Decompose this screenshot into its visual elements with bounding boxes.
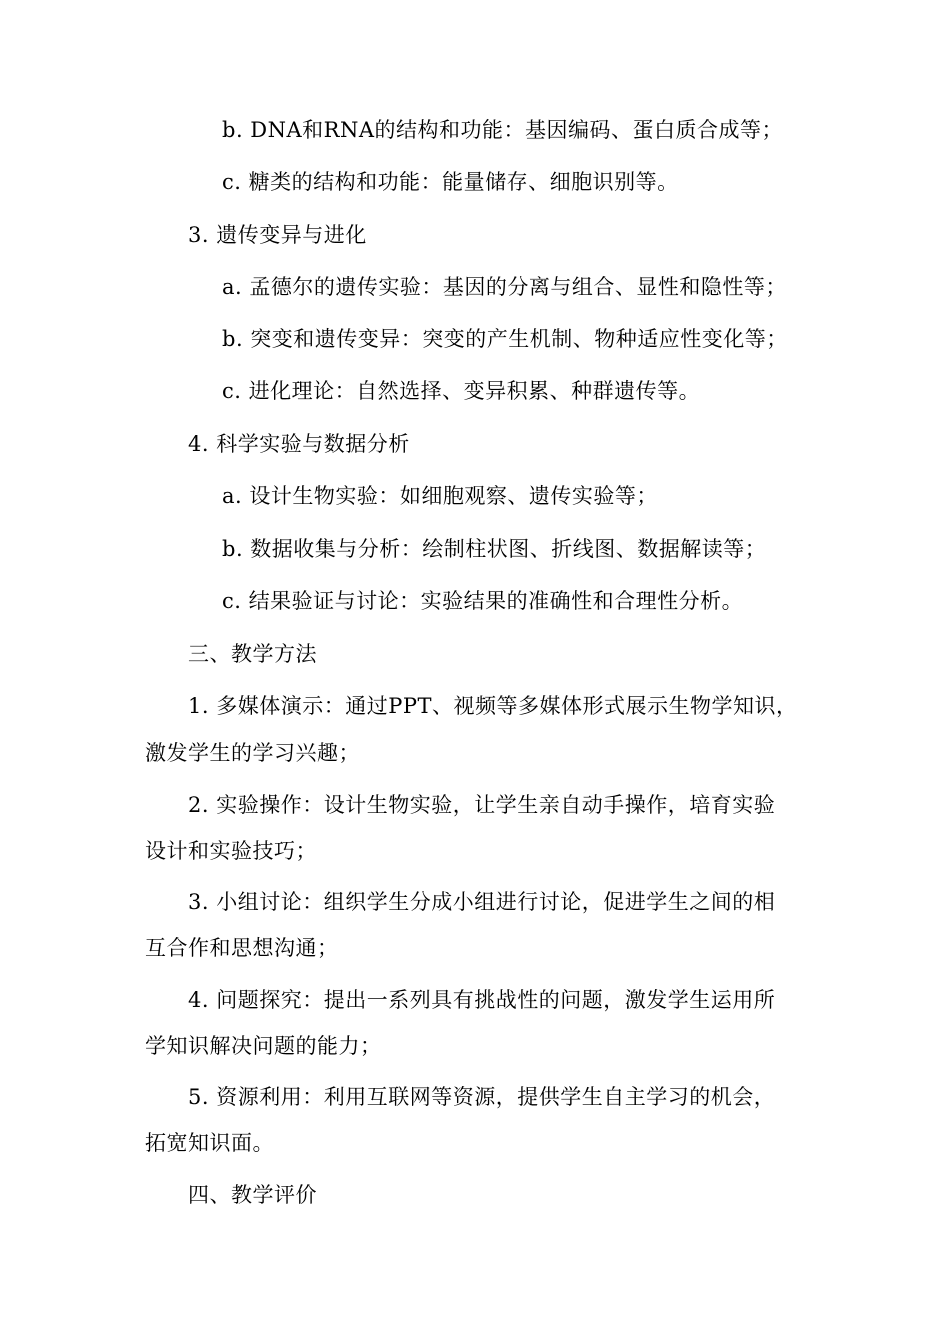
method-item-experiment: 2. 实验操作：设计生物实验，让学生亲自动手操作，培育实验: [188, 793, 776, 817]
section-heading-evaluation: 四、教学评价: [188, 1183, 317, 1207]
method-item-inquiry-cont: 学知识解决问题的能力；: [145, 1034, 382, 1058]
subitem-mutation: b. 突变和遗传变异：突变的产生机制、物种适应性变化等；: [222, 327, 788, 351]
method-item-experiment-cont: 设计和实验技巧；: [145, 839, 317, 863]
method-item-discussion-cont: 互合作和思想沟通；: [145, 936, 339, 960]
item-genetics-evolution: 3. 遗传变异与进化: [188, 223, 367, 247]
item-experiment-data: 4. 科学实验与数据分析: [188, 432, 410, 456]
method-item-multimedia: 1. 多媒体演示：通过PPT、视频等多媒体形式展示生物学知识，: [188, 694, 798, 718]
subitem-design-experiment: a. 设计生物实验：如细胞观察、遗传实验等；: [222, 484, 658, 508]
subitem-data-analysis: b. 数据收集与分析：绘制柱状图、折线图、数据解读等；: [222, 537, 767, 561]
subitem-result-verification: c. 结果验证与讨论：实验结果的准确性和合理性分析。: [222, 589, 744, 613]
subitem-dna-rna: b. DNA和RNA的结构和功能：基因编码、蛋白质合成等；: [222, 118, 784, 142]
subitem-mendel: a. 孟德尔的遗传实验：基因的分离与组合、显性和隐性等；: [222, 275, 787, 299]
method-item-resources-cont: 拓宽知识面。: [145, 1131, 274, 1155]
method-item-multimedia-cont: 激发学生的学习兴趣；: [145, 741, 360, 765]
subitem-sugars: c. 糖类的结构和功能：能量储存、细胞识别等。: [222, 170, 679, 194]
method-item-discussion: 3. 小组讨论：组织学生分成小组进行讨论，促进学生之间的相: [188, 890, 776, 914]
method-item-inquiry: 4. 问题探究：提出一系列具有挑战性的问题，激发学生运用所: [188, 988, 776, 1012]
section-heading-methods: 三、教学方法: [188, 642, 317, 666]
method-item-resources: 5. 资源利用：利用互联网等资源，提供学生自主学习的机会，: [188, 1085, 776, 1109]
subitem-evolution-theory: c. 进化理论：自然选择、变异积累、种群遗传等。: [222, 379, 701, 403]
